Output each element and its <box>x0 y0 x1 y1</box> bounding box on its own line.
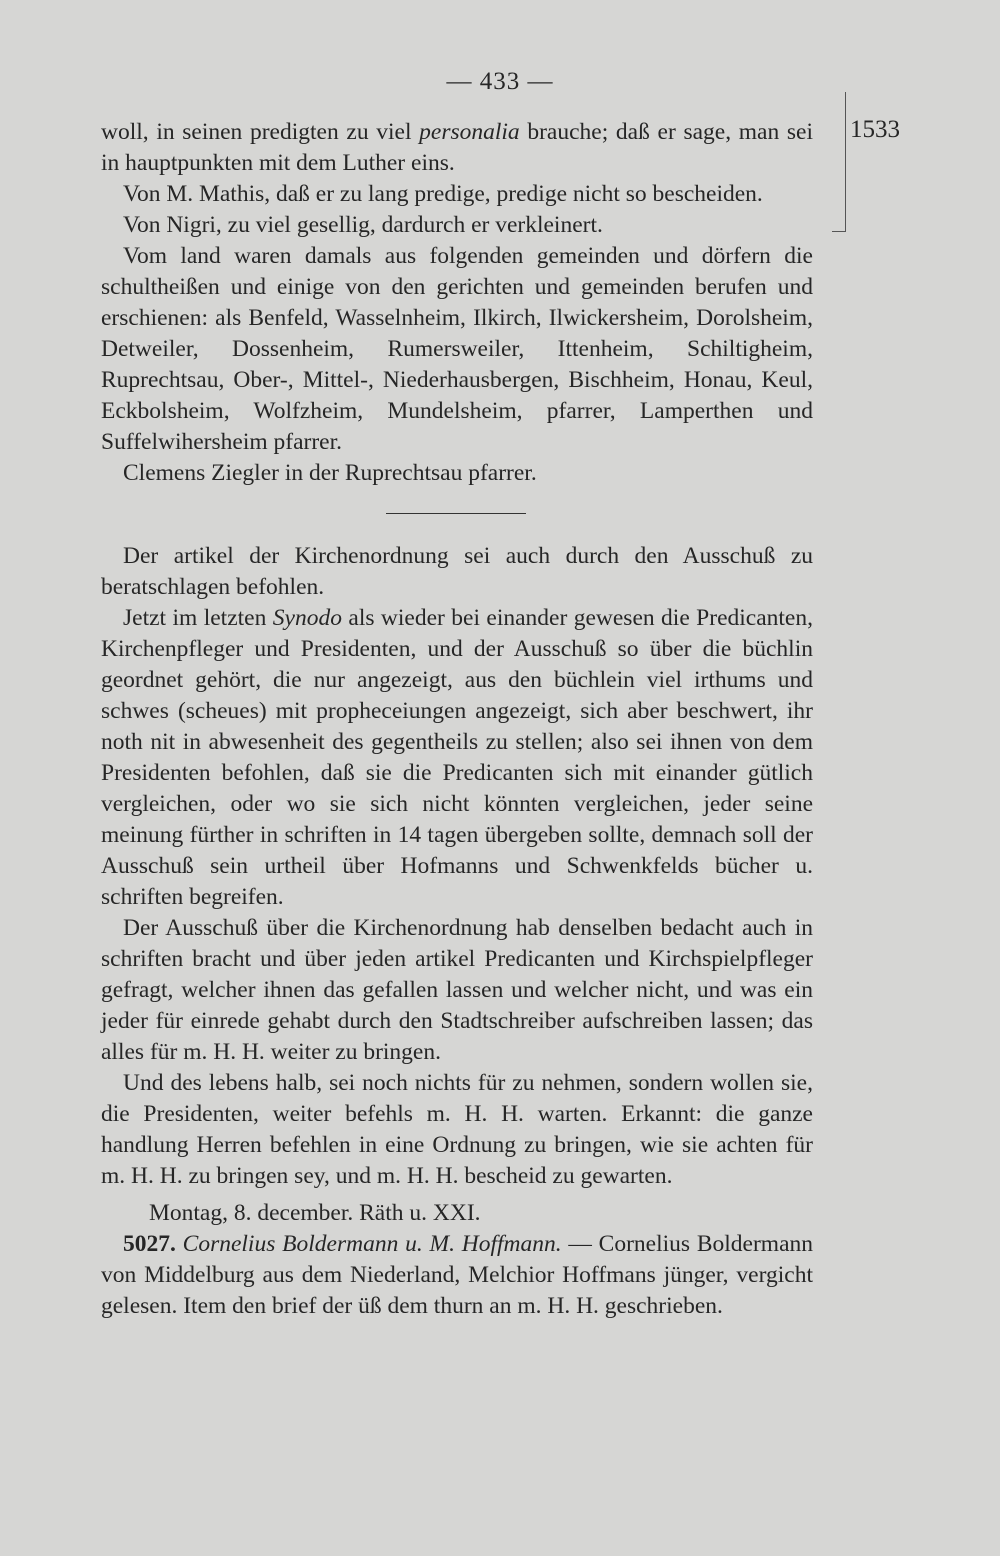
margin-year: 1533 <box>850 116 900 143</box>
paragraph: Der artikel der Kirchenordnung sei auch durch den Ausschuß zu beratschlagen befohlen. <box>101 543 813 600</box>
section-divider <box>386 513 526 514</box>
page-number: — 433 — <box>446 68 554 95</box>
paragraph: Und des lebens halb, sei noch nichts für zu nehmen, sondern wollen sie, die Presidenten, weiter befehls m. H. H. warten. Erkannt: die ganze handlung Herren befehlen in eine Ordnung zu bringen, wie sie achten für m. H. H. zu bringen sey, und m. H. H. bescheid zu gewarten. <box>101 1070 813 1189</box>
entry-text: — Cornelius Boldermann von Middelburg aus dem Niederland, Melchior Hoffmans jünger, vergicht gelesen. Item den brief der üß dem thurn an m. H. H. geschrieben. <box>101 1231 813 1319</box>
paragraph: woll, in seinen predigten zu viel personalia brauche; daß er sage, man sei in hauptpunkten mit dem Luther eins. <box>101 119 813 176</box>
paragraph: Vom land waren damals aus folgenden gemeinden und dörfern die schultheißen und einige von den gerichten und gemeinden berufen und erschienen: als Benfeld, Wasselnheim, Ilkirch, Ilwickersheim, Dorolsheim, Detweiler, Dossenheim, Rumersweiler, Ittenheim, Schiltigheim, Ruprechtsau, Ober-, Mittel-, Niederhausbergen, Bischheim, Honau, Keul, Eckbolsheim, Wolfzheim, Mundelsheim, pfarrer, Lamperthen und Suffelwihersheim pfarrer. <box>101 243 813 455</box>
text-section-top <box>101 117 813 489</box>
margin-bracket <box>845 92 856 232</box>
paragraph: Jetzt im letzten Synodo als wieder bei einander gewesen die Predicanten, Kirchenpfleger und Presidenten, und der Ausschuß so über die büchlin geordnet gehört, die nur angezeigt, aus den büchlein viel irthums und schwes (scheues) mit propheceiungen angezeigt, sich aber beschwert, ihr noth nit in abwesenheit des gegentheils zu stellen; also sei ihnen von dem Presidenten befohlen, daß sie die Predicanten sich mit einander gütlich vergleichen, oder wo sie sich nicht könnten vergleichen, jeder seine meinung fürther in schriften in 14 tagen übergeben sollte, demnach soll der Ausschuß sein urtheil über Hofmanns und Schwenkfelds bücher u. schriften begreifen. <box>101 605 813 910</box>
paragraph: Von M. Mathis, daß er zu lang predige, predige nicht so bescheiden. <box>123 181 763 207</box>
entry-title: Cornelius Boldermann u. M. Hoffmann. <box>182 1231 562 1257</box>
text-section-bottom <box>101 541 813 1322</box>
paragraph: Clemens Ziegler in der Ruprechtsau pfarrer. <box>123 460 537 486</box>
entry-number: 5027. <box>123 1231 176 1257</box>
paragraph: Der Ausschuß über die Kirchenordnung hab denselben bedacht auch in schriften bracht und über jeden artikel Predicanten und Kirchspielpfleger gefragt, welcher ihnen das gefallen lassen und welcher nicht, und was ein jeder für einrede gehabt durch den Stadtschreiber aufschreiben lassen; das alles für m. H. H. weiter zu bringen. <box>101 915 813 1065</box>
paragraph: Von Nigri, zu viel gesellig, dardurch er verkleinert. <box>123 212 603 238</box>
date-line: Montag, 8. december. Räth u. XXI. <box>149 1200 481 1226</box>
entry-paragraph <box>101 1229 813 1322</box>
